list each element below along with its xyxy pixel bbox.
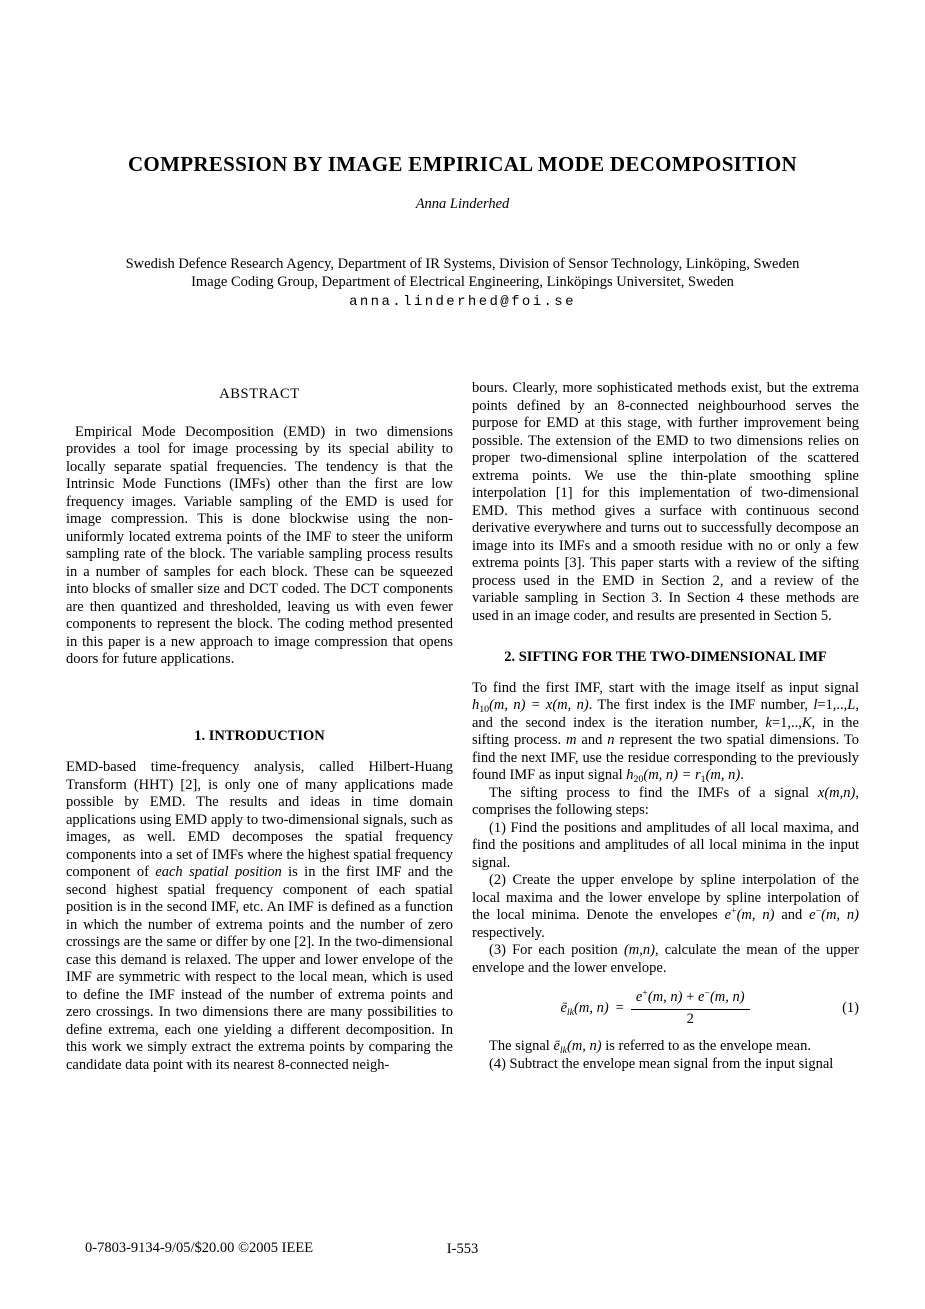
affiliation-line-1: Swedish Defence Research Agency, Department of IR Systems, Division of Sensor Technology, Linköping, Sweden	[125, 256, 800, 272]
paragraph-envelope-mean: The signal $ē_{lk}(m$, n) is referred to as the envelope mean.	[489, 1038, 811, 1056]
introduction-paragraph: EMD-based time-frequency analysis, called Hilbert-Huang Transform (HHT) [2], is only one of many applications made possible by EMD. The results and ideas in time domain applications using EMD apply to two-dimensional signals, such as images, as well. EMD decomposes the spatial frequency components into a set of IMFs where the highest spatial frequency component of each spatial position is in the first IMF and the second highest spatial frequency component of each spatial position is in the second IMF, etc. An IMF is defined as a function in which the number of extrema points and the number of zero crossings are the same or differ by one [2]. In the two-dimensional case this demand is relaxed. The upper and lower envelope of the IMF are symmetric with respect to the local mean, which is used to define the IMF instead of the number of extrema points and zero crossings. In two dimensions there are many possibilities to define extrema, each one yielding a different decomposition. In this work we simply extract the extrema points by comparing the candidate data point with its nearest 8-connected neigh-	[66, 759, 453, 1073]
continuation-paragraph: bours. Clearly, more sophisticated methods exist, but the extrema points defined by an 8-connected neighbourhood serves the purpose for EMD at this stage, with further improvement being possible. The extension of the EMD to two dimensions relies on proper two-dimensional spline interpolation of the scattered extrema points. We use the thin-plate smoothing spline interpolation [1] for this implementation of two-dimensional EMD. This method gives a surface with continuous second derivative everywhere and turns out to successfully decompose an image into its IMFs and a smooth residue with no or only a few extrema points [3]. This paper starts with a review of the sifting process used in the EMD in Section 2, and a review of the variable sampling in Section 3. In Section 4 these methods are used in an image coder, and results are presented in Section 5.	[472, 380, 859, 624]
affiliation-block	[0, 255, 925, 311]
step-3: (3) For each position (m,n), calculate the mean of the upper envelope and the lower envelope.	[472, 942, 859, 976]
introduction-heading: 1. INTRODUCTION	[194, 727, 325, 744]
left-column	[66, 380, 453, 1074]
page-title: COMPRESSION BY IMAGE EMPIRICAL MODE DECOMPOSITION	[127, 152, 798, 176]
equation-numerator: e+(m, n) + e−(m, n)	[631, 989, 750, 1010]
footer-copyright: 0-7803-9134-9/05/$20.00 ©2005 IEEE	[85, 1240, 314, 1256]
equation-label: (1)	[842, 999, 859, 1016]
step-4: (4) Subtract the envelope mean signal from the input signal	[489, 1055, 834, 1072]
author-name: Anna Linderhed	[415, 196, 510, 212]
equation-lhs: $ē_{lk}(m$, n)	[560, 999, 609, 1018]
email-address: anna.linderhed@foi.se	[349, 294, 576, 310]
equation-1	[472, 989, 859, 1028]
section2-heading: 2. SIFTING FOR THE TWO-DIMENSIONAL IMF	[504, 649, 827, 665]
equation-denominator: 2	[686, 1010, 694, 1027]
abstract-body: Empirical Mode Decomposition (EMD) in two dimensions provides a tool for image processing by its special ability to locally separate spatial frequencies. The tendency is that the Intrinsic Mode Functions (IMFs) other than the first are low frequency images. Variable sampling of the EMD is used for image compression. This is done blockwise using the non-uniformly located extrema points of the IMF to steer the uniform sampling rate of the block. The variable sampling process results in a number of samples for each block. These can be squeezed into blocks of smaller size and DCT coded. The DCT components are then quantized and thresholded, leaving us with even fewer components to represent the block. The coding method presented in this paper is a new approach to image compression that opens doors for future applications.	[66, 423, 453, 667]
step-1: (1) Find the positions and amplitudes of all local maxima, and find the positions and amplitudes of all local minima in the input signal.	[472, 819, 859, 871]
equation-fraction	[631, 989, 750, 1028]
equation-equals-sign: =	[615, 999, 624, 1016]
paragraph-first-imf: To find the first IMF, start with the image itself as input signal $h_{10}(m$, n) = x(m, n). The first index is the IMF number, l=1,..,L, and the second index is the iteration number, k=1,..,K, in the sifting process. m and n represent the two spatial dimensions. To find the next IMF, use the residue corresponding to the previously found IMF as input signal $h_{20}(m$, $n) = r_1(m$, n).	[472, 679, 860, 785]
two-column-body	[66, 380, 859, 1074]
equation-body	[472, 989, 838, 1028]
paragraph-sifting-steps: The sifting process to find the IMFs of a signal x(m,n), comprises the following steps:	[472, 784, 859, 818]
page-number: I-553	[446, 1241, 479, 1257]
right-column	[472, 380, 859, 1074]
step-2: (2) Create the upper envelope by spline interpolation of the local maxima and the lower envelope by spline interpolation of the local minima. Denote the envelopes e+(m, n) and e−(m, n) respectively.	[472, 872, 859, 941]
abstract-heading: ABSTRACT	[219, 386, 300, 402]
affiliation-line-2: Image Coding Group, Department of Electrical Engineering, Linköpings Universitet, Sweden	[191, 274, 734, 290]
